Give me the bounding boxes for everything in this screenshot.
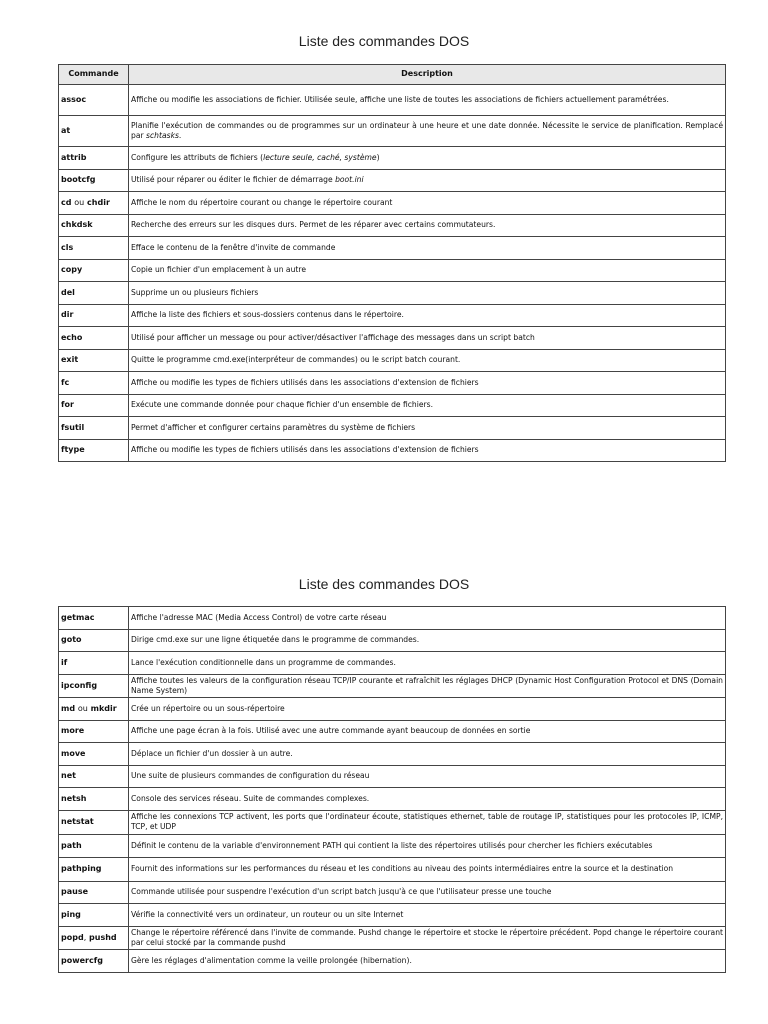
command-name: more [61,726,85,736]
command-cell [59,439,129,462]
description-cell [129,629,726,652]
command-cell [59,607,129,630]
description-cell [129,439,726,462]
command-name: copy [61,265,83,275]
description-text: Affiche les connexions TCP activent, les ports que l'ordinateur écoute, statistiques ethernet, table de routage IP, statistiques pour les protocoles IP, ICMP, TCP, et UDP [131,811,723,832]
table-row [59,116,726,147]
description-text: Déplace un fichier d'un dossier à un autre. [131,748,293,758]
header-description: Description [129,65,726,85]
description-cell [129,327,726,350]
table-row [59,607,726,630]
description-cell [129,810,726,834]
table-row [59,394,726,417]
description-cell [129,788,726,811]
command-separator: ou [77,703,88,713]
description-text: Lance l'exécution conditionnelle dans un programme de commandes. [131,657,396,667]
command-name: move [61,748,86,758]
command-name: for [61,400,74,410]
command-cell [59,192,129,215]
table-row [59,743,726,766]
command-cell [59,629,129,652]
table-row [59,349,726,372]
description-cell [129,394,726,417]
description-cell [129,858,726,882]
command-name: dir [61,310,74,320]
description-cell [129,304,726,327]
description-text: Affiche toutes les valeurs de la configuration réseau TCP/IP courante et rafraîchit les réglages DHCP (Dynamic Host Configuration Protocol et DNS (Domain Name System) [131,675,723,695]
description-text: Permet d'afficher et configurer certains paramètres du système de fichiers [131,422,416,432]
command-alias: chdir [87,197,110,207]
description-cell [129,349,726,372]
command-name: fc [61,377,70,387]
command-alias: pushd [89,932,117,942]
description-text: Gère les réglages d'alimentation comme la veille prolongée (hibernation). [131,955,412,965]
description-cell [129,417,726,440]
command-name: exit [61,355,79,365]
command-cell [59,765,129,788]
command-cell [59,698,129,721]
command-name: del [61,287,75,297]
description-text: Dirige cmd.exe sur une ligne étiquetée dans le programme de commandes. [131,635,420,645]
description-cell [129,698,726,721]
command-name: pathping [61,864,102,874]
description-text: Affiche le nom du répertoire courant ou change le répertoire courant [131,197,393,207]
description-text: Affiche la liste des fichiers et sous-dossiers contenus dans le répertoire. [131,310,404,320]
description-emphasis: schtasks [146,131,179,140]
table-row [59,652,726,675]
command-cell [59,950,129,973]
description-cell [129,904,726,927]
description-text: Vérifie la connectivité vers un ordinateur, un routeur ou un site Internet [131,909,404,919]
command-name: at [61,125,71,135]
description-cell [129,259,726,282]
command-name: pause [61,887,89,897]
description-text: Une suite de plusieurs commandes de configuration du réseau [131,771,370,781]
description-text-end: ) [376,152,380,162]
description-text: Affiche ou modifie les associations de fichier. Utilisée seule, affiche une liste de toutes les associations de fichiers actuellement paramétrées. [131,94,669,104]
command-separator: , [83,932,87,942]
description-text: Fournit des informations sur les performances du réseau et les conditions au niveau des points intermédiaires entre la source et la destination [131,864,674,874]
table-row [59,858,726,882]
command-name: netsh [61,793,87,803]
command-cell [59,674,129,698]
table-header-row [59,65,726,85]
description-text: Utilisé pour afficher un message ou pour activer/désactiver l'affichage des messages dans un script batch [131,332,535,342]
command-cell [59,85,129,116]
description-cell [129,169,726,192]
description-emphasis: boot.ini [335,175,364,185]
command-cell [59,327,129,350]
description-cell [129,881,726,904]
command-cell [59,810,129,834]
description-text: Efface le contenu de la fenêtre d'invite de commande [131,242,336,252]
description-cell [129,743,726,766]
table-row [59,788,726,811]
description-cell [129,720,726,743]
description-text: Affiche ou modifie les types de fichiers utilisés dans les associations d'extension de fichiers [131,445,479,455]
description-cell [129,607,726,630]
description-cell [129,652,726,675]
command-cell [59,881,129,904]
command-name: net [61,771,76,781]
description-text: Console des services réseau. Suite de commandes complexes. [131,793,370,803]
table-row [59,720,726,743]
command-name: goto [61,635,82,645]
command-name: echo [61,332,83,342]
description-text: Définit le contenu de la variable d'environnement PATH qui contient la liste des répertoires utilisés pour chercher les fichiers exécutables [131,840,653,850]
command-cell [59,743,129,766]
description-text: Utilisé pour réparer ou éditer le fichier de démarrage [131,175,333,185]
command-name: fsutil [61,422,85,432]
description-text: Supprime un ou plusieurs fichiers [131,287,259,297]
command-name: md [61,703,76,713]
table-row [59,214,726,237]
description-text: Crée un répertoire ou un sous-répertoire [131,703,285,713]
description-cell [129,147,726,170]
command-name: getmac [61,612,95,622]
command-cell [59,858,129,882]
commands-table-2 [58,606,726,973]
table-row [59,85,726,116]
command-name: powercfg [61,955,103,965]
description-cell [129,214,726,237]
table-row [59,881,726,904]
command-cell [59,237,129,260]
description-text: Quitte le programme cmd.exe(interpréteur de commandes) ou le script batch courant. [131,355,461,365]
table-row [59,237,726,260]
command-alias: mkdir [90,703,117,713]
table-row [59,629,726,652]
description-cell [129,282,726,305]
command-cell [59,169,129,192]
description-text: Affiche ou modifie les types de fichiers utilisés dans les associations d'extension de fichiers [131,377,479,387]
command-cell [59,394,129,417]
command-cell [59,904,129,927]
table-row [59,926,726,950]
description-text: Affiche l'adresse MAC (Media Access Control) de votre carte réseau [131,612,387,622]
description-text: Change le répertoire référencé dans l'invite de commande. Pushd change le répertoire et stocke le répertoire précédent. Popd change le répertoire courant par celui stocké par la commande pushd [131,927,723,948]
command-name: popd [61,932,84,942]
header-command: Commande [59,65,129,85]
command-name: assoc [61,94,87,104]
table-row [59,439,726,462]
command-cell [59,720,129,743]
table-row [59,698,726,721]
description-cell [129,950,726,973]
description-text-end: . [178,131,182,140]
table-row [59,674,726,698]
page-title: Liste des commandes DOS [298,576,470,592]
command-separator: ou [74,197,85,207]
table-row [59,192,726,215]
command-cell [59,282,129,305]
table-row [59,765,726,788]
table-row [59,304,726,327]
description-text: Exécute une commande donnée pour chaque fichier d'un ensemble de fichiers. [131,400,434,410]
description-text: Configure les attributs de fichiers ( [131,152,264,162]
description-emphasis: lecture seule, caché, système [263,152,377,162]
description-cell [129,116,726,147]
description-cell [129,926,726,950]
command-name: netstat [61,817,94,827]
command-name: attrib [61,152,87,162]
table-row [59,417,726,440]
command-cell [59,147,129,170]
page-title: Liste des commandes DOS [298,33,470,49]
command-name: ipconfig [61,680,98,690]
command-cell [59,259,129,282]
table-row [59,810,726,834]
description-cell [129,192,726,215]
description-cell [129,674,726,698]
command-cell [59,652,129,675]
command-name: chkdsk [61,220,93,230]
command-cell [59,926,129,950]
table-row [59,282,726,305]
description-cell [129,765,726,788]
command-name: cd [61,197,72,207]
command-name: ftype [61,445,85,455]
command-cell [59,304,129,327]
description-cell [129,834,726,858]
table-row [59,372,726,395]
table-row [59,834,726,858]
command-cell [59,417,129,440]
table-row [59,147,726,170]
description-text: Planifie l'exécution de commandes ou de programmes sur un ordinateur à une heure et une date donnée. Nécessite le service de planification. Remplacé par [131,120,723,140]
command-name: bootcfg [61,175,96,185]
description-cell [129,237,726,260]
command-name: path [61,840,82,850]
table-row [59,259,726,282]
command-cell [59,834,129,858]
command-name: cls [61,242,74,252]
command-name: ping [61,909,81,919]
command-name: if [61,657,68,667]
command-cell [59,116,129,147]
table-row [59,169,726,192]
description-text: Copie un fichier d'un emplacement à un autre [131,265,306,275]
commands-table-1 [58,64,726,462]
description-text: Recherche des erreurs sur les disques durs. Permet de les réparer avec certains commutateurs. [131,220,496,230]
table-row [59,327,726,350]
command-cell [59,349,129,372]
table-row [59,904,726,927]
table-row [59,950,726,973]
description-text: Commande utilisée pour suspendre l'exécution d'un script batch jusqu'à ce que l'utilisateur presse une touche [131,887,552,897]
command-cell [59,372,129,395]
description-cell [129,85,726,116]
command-cell [59,788,129,811]
command-cell [59,214,129,237]
description-text: Affiche une page écran à la fois. Utilisé avec une autre commande ayant beaucoup de données en sortie [131,726,531,736]
description-cell [129,372,726,395]
